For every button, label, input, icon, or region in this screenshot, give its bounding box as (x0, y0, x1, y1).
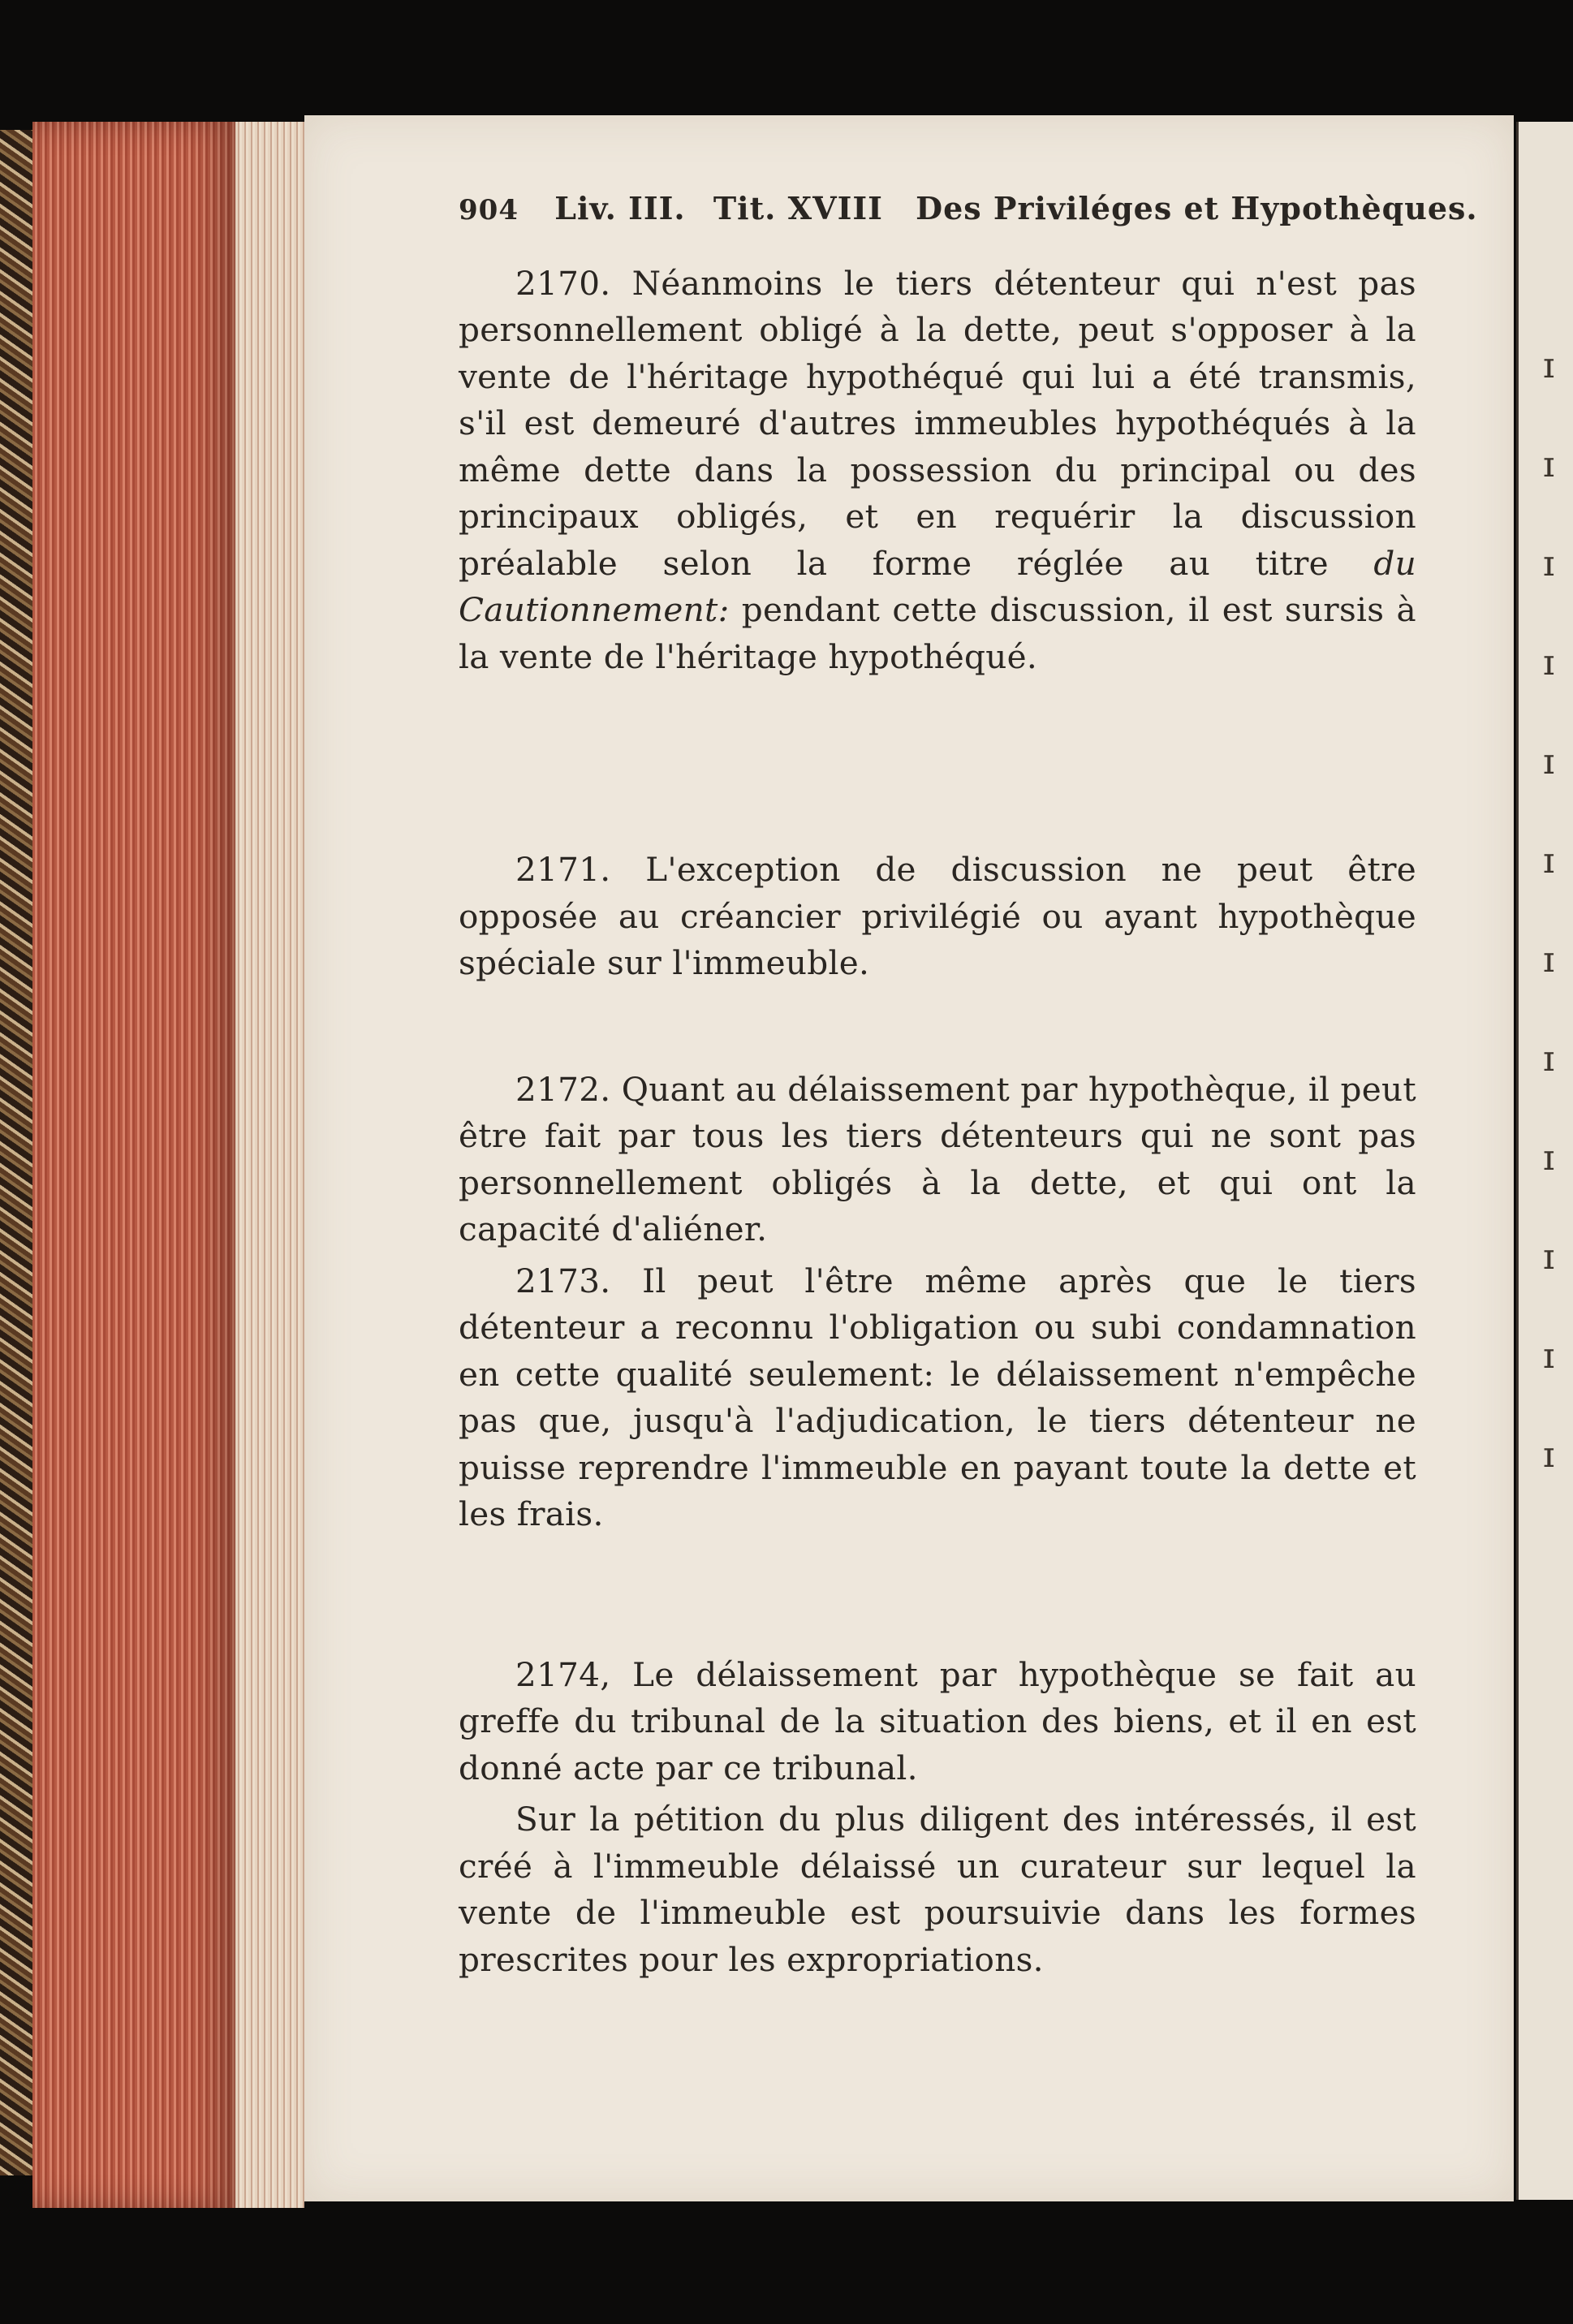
article-2171 (459, 847, 1416, 987)
article-number: 2174, (515, 1654, 611, 1694)
article-number: 2172. (515, 1069, 611, 1109)
header-livre: Liv. III. (554, 190, 686, 226)
article-number: 2170. (515, 263, 611, 303)
article-2172 (459, 1067, 1416, 1253)
article-2170 (459, 261, 1416, 681)
article-text: Néanmoins le tiers détenteur qui n'est pas personnellement obligé à la dette, peut s'opposer à la vente de l'héritage hypothéqué qui lui a été transmis, s'il est demeuré d'autres immeubles hypothéqués à la même dette dans la possession du principal ou des principaux obligés, et en requérir la discussion préalable selon la forme réglée au titre (459, 263, 1416, 583)
facing-page-edge (1516, 122, 1573, 2200)
article-number: 2171. (515, 850, 611, 889)
facing-page-marks: ɪ ɪ ɪ ɪ ɪ ɪ ɪ ɪ ɪ ɪ ɪ ɪ (1543, 345, 1555, 1476)
header-subject: Des Priviléges et Hypothèques. (916, 190, 1478, 226)
book-cover-marbled-edge (0, 130, 32, 2175)
article-text: Le délaissement par hypothèque se fait au greffe du tribunal de la situation des biens, et il en est donné acte par ce tribunal. (459, 1654, 1416, 1787)
page-number: 904 (459, 194, 519, 226)
article-text-continued: pendant cette discussion, il est sursis à la vente de l'héritage hypothéqué. (459, 590, 1416, 676)
article-2174 (459, 1652, 1416, 1792)
article-text: L'exception de discussion ne peut être opposée au créancier privilégié ou ayant hypothèque spéciale sur l'immeuble. (459, 850, 1416, 982)
running-header (459, 185, 1478, 235)
article-italic-reference: du Cautionnement: (459, 543, 1416, 629)
article-2174-paragraph-2 (459, 1796, 1416, 1983)
article-text: Sur la pétition du plus diligent des intéressés, il est créé à l'immeuble délaissé un curateur sur lequel la vente de l'immeuble est poursuivie dans les formes prescrites pour les expropriations. (459, 1800, 1416, 1979)
article-number: 2173. (515, 1261, 611, 1300)
book-page-edges-inner (235, 122, 304, 2208)
header-titre: Tit. XVIII (713, 190, 883, 226)
article-2173 (459, 1258, 1416, 1538)
article-text: Quant au délaissement par hypothèque, il peut être fait par tous les tiers détenteurs qui ne sont pas personnellement obligés à la dette, et qui ont la capacité d'aliéner. (459, 1069, 1416, 1248)
article-text: Il peut l'être même après que le tiers détenteur a reconnu l'obligation ou subi condamnation en cette qualité seulement: le délaissement n'empêche pas que, jusqu'à l'adjudication, le tiers détenteur ne puisse reprendre l'immeuble en payant toute la dette et les frais. (459, 1261, 1416, 1533)
book-page-edges (32, 122, 235, 2208)
page-text (459, 185, 1478, 1983)
